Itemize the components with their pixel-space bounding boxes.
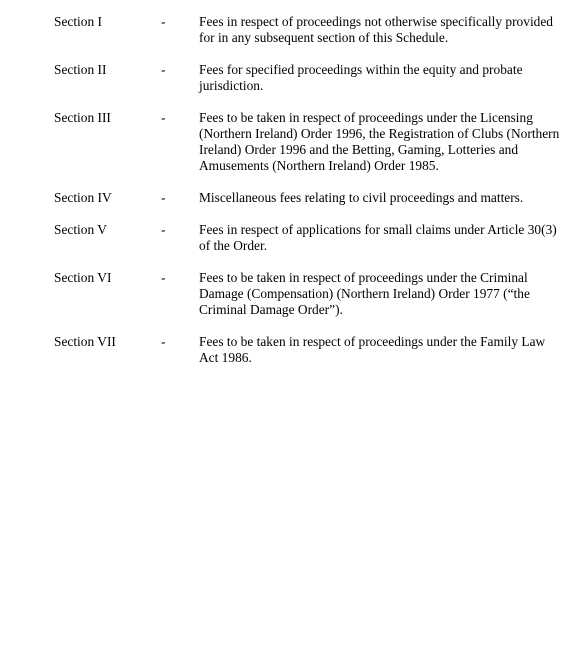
schedule-sections-list xyxy=(0,14,585,366)
section-label: Section I xyxy=(54,14,102,29)
schedule-row-section-vi xyxy=(0,270,585,334)
section-label: Section III xyxy=(54,110,111,125)
section-dash: - xyxy=(161,190,166,205)
schedule-row-section-vii xyxy=(0,334,585,366)
section-dash: - xyxy=(161,270,166,285)
section-description: Fees to be taken in respect of proceedings under the Licensing (Northern Ireland) Order 1996, the Registration of Clubs (Northern Ireland) Order 1996 and the Betting, Gaming, Lotteries and Amusements (Northern Ireland) Order 1985. xyxy=(199,110,560,173)
section-description: Fees in respect of proceedings not otherwise specifically provided for in any subsequent section of this Schedule. xyxy=(199,14,553,45)
schedule-row-section-iii xyxy=(0,110,585,190)
section-dash: - xyxy=(161,334,166,349)
section-description: Fees in respect of applications for small claims under Article 30(3) of the Order. xyxy=(199,222,557,253)
section-dash: - xyxy=(161,14,166,29)
section-label: Section VI xyxy=(54,270,112,285)
section-label: Section IV xyxy=(54,190,112,205)
schedule-row-section-i xyxy=(0,14,585,62)
schedule-row-section-iv xyxy=(0,190,585,222)
section-label: Section VII xyxy=(54,334,116,349)
schedule-row-section-ii xyxy=(0,62,585,110)
section-description: Fees for specified proceedings within the equity and probate jurisdiction. xyxy=(199,62,523,93)
section-dash: - xyxy=(161,110,166,125)
section-label: Section V xyxy=(54,222,107,237)
section-description: Miscellaneous fees relating to civil proceedings and matters. xyxy=(199,190,524,205)
section-dash: - xyxy=(161,62,166,77)
schedule-row-section-v xyxy=(0,222,585,270)
section-description: Fees to be taken in respect of proceedings under the Family Law Act 1986. xyxy=(199,334,546,365)
section-dash: - xyxy=(161,222,166,237)
section-label: Section II xyxy=(54,62,107,77)
section-description: Fees to be taken in respect of proceedings under the Criminal Damage (Compensation) (Northern Ireland) Order 1977 (“the Criminal Damage Order”). xyxy=(199,270,530,317)
